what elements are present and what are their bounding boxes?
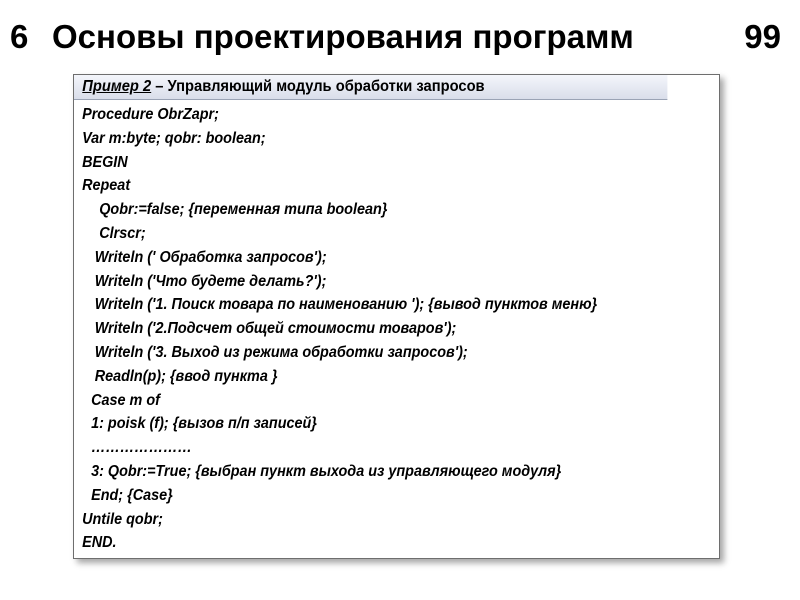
code-line: Writeln (' Обработка запросов'); [94,248,327,266]
code-line: 3: Qobr:=True; {выбран пункт выхода из управляющего модуля} [91,462,562,480]
code-line: Case m of [91,391,160,409]
code-line: Readln(p); {ввод пункта } [94,367,278,385]
code-line: ………………… [91,439,192,457]
code-example-box [73,74,720,559]
code-line: End; {Case} [91,486,173,504]
example-caption [74,75,667,100]
code-line: Writeln ('3. Выход из режима обработки запросов'); [94,343,468,361]
code-line: Repeat [82,177,131,195]
code-listing [74,100,719,555]
code-line: BEGIN [82,153,128,171]
code-line: Writeln ('Что будете делать?'); [94,272,327,290]
code-line: 1: poisk (f); {вызов п/п записей} [91,415,317,433]
code-line: Writeln ('2.Подсчет общей стоимости товаров'); [94,320,457,338]
code-line: Var m:byte; qobr: boolean; [82,129,266,147]
code-line: END. [82,534,117,552]
example-caption-text: – Управляющий модуль обработки запросов [151,78,485,95]
page-number: 99 [744,18,781,55]
slide-header [0,18,800,66]
example-caption-prefix: Пример 2 [82,78,152,95]
code-line: Untile qobr; [82,510,163,528]
code-line: Writeln ('1. Поиск товара по наименованию '); {вывод пунктов меню} [94,296,598,314]
code-line: Clrscr; [99,224,146,242]
slide-title: Основы проектирования программ [52,18,634,55]
code-line: Qobr:=false; {переменная типа boolean} [99,201,388,219]
chapter-number: 6 [10,18,29,55]
code-line: Procedure ObrZapr; [82,106,219,123]
